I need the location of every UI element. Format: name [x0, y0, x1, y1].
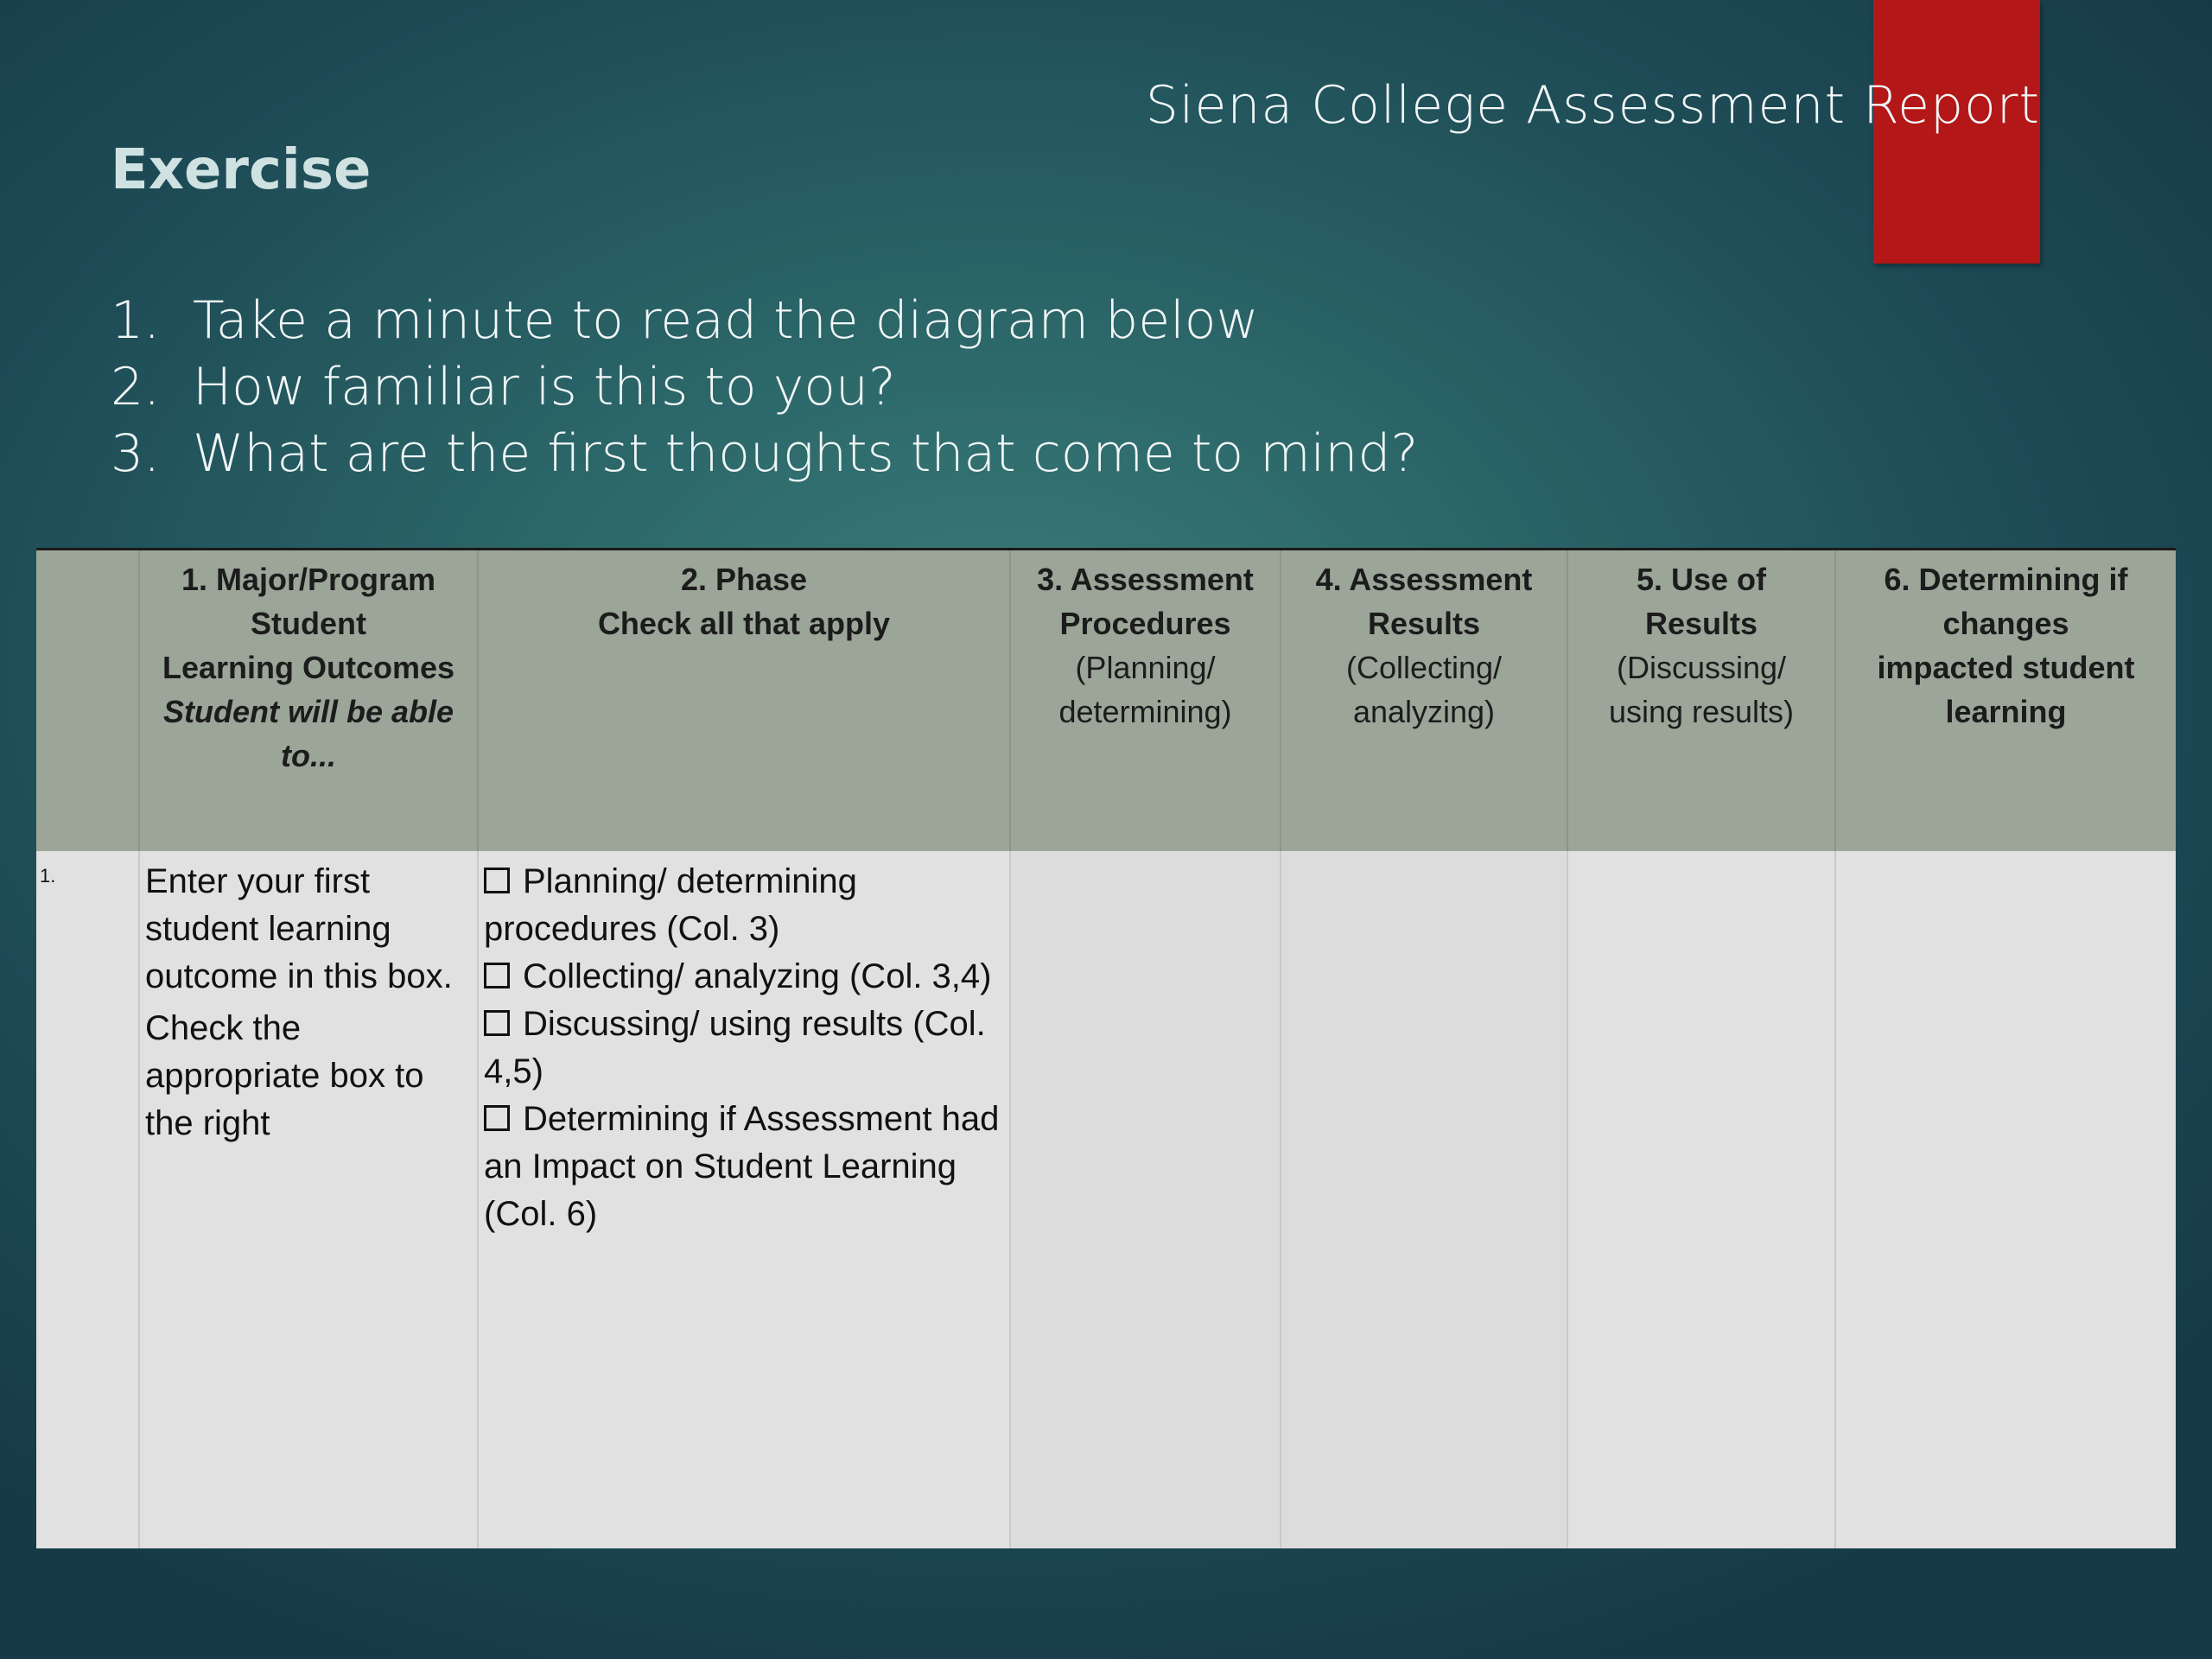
instruction-number: 3. — [111, 423, 161, 484]
phase-option-label: Determining if Assessment had an Impact on Student Learning (Col. 6) — [484, 1100, 1000, 1233]
use-of-results-cell[interactable] — [1567, 851, 1835, 1548]
header-subtext: (Discussing/ — [1616, 650, 1787, 685]
phase-option[interactable] — [484, 953, 1004, 1001]
table-header-row — [36, 550, 2176, 851]
instruction-text: How familiar is this to you? — [193, 357, 896, 417]
phase-option-label: Planning/ determining procedures (Col. 3) — [484, 862, 857, 948]
header-text: Learning Outcomes — [162, 650, 455, 685]
header-text: 3. Assessment — [1037, 562, 1254, 597]
checkbox-icon[interactable] — [484, 868, 510, 893]
header-phase — [478, 550, 1010, 851]
phase-option-label: Discussing/ using results (Col. 4,5) — [484, 1005, 986, 1090]
header-use-of-results — [1567, 550, 1835, 851]
header-text: learning — [1945, 694, 2067, 729]
assessment-table-container — [36, 548, 2176, 1548]
header-blank-cell — [36, 550, 139, 851]
phase-cell — [478, 851, 1010, 1548]
table-row — [36, 851, 2176, 1548]
header-text: 6. Determining if — [1884, 562, 2128, 597]
header-text-italic: to... — [281, 738, 336, 773]
instruction-item — [111, 288, 1418, 354]
instruction-text: What are the first thoughts that come to mind? — [193, 423, 1419, 484]
slide-heading: Exercise — [111, 138, 372, 202]
row-number: 1. — [40, 865, 56, 887]
checkbox-icon[interactable] — [484, 1105, 510, 1131]
header-text: Results — [1367, 606, 1481, 641]
outcome-instruction: Enter your first student learning outcome in this box. — [145, 862, 453, 995]
row-number-cell — [36, 851, 139, 1548]
header-subtext: analyzing) — [1352, 694, 1496, 729]
instruction-text: Take a minute to read the diagram below — [193, 290, 1259, 351]
header-determining-changes — [1835, 550, 2176, 851]
header-text: changes — [1942, 606, 2069, 641]
header-text: 2. Phase — [680, 562, 808, 597]
header-text: 4. Assessment — [1315, 562, 1533, 597]
header-text: 1. Major/Program — [181, 562, 436, 597]
outcome-instruction: Check the appropriate box to the right — [145, 1009, 424, 1142]
header-subtext: using results) — [1608, 694, 1795, 729]
header-subtext: (Collecting/ — [1345, 650, 1503, 685]
checkbox-icon[interactable] — [484, 963, 510, 988]
phase-option[interactable] — [484, 858, 1004, 953]
header-text: Results — [1644, 606, 1758, 641]
instruction-list — [111, 288, 1418, 487]
header-text: Student — [251, 606, 366, 641]
header-text: 5. Use of — [1636, 562, 1767, 597]
instruction-number: 1. — [111, 290, 161, 351]
phase-option[interactable] — [484, 1001, 1004, 1096]
procedures-cell[interactable] — [1010, 851, 1281, 1548]
assessment-report-table — [36, 550, 2176, 1548]
header-assessment-results — [1281, 550, 1567, 851]
header-subtext: determining) — [1058, 694, 1232, 729]
instruction-item — [111, 421, 1418, 487]
header-text: impacted student — [1877, 650, 2135, 685]
header-text: Procedures — [1059, 606, 1231, 641]
determining-changes-cell[interactable] — [1835, 851, 2176, 1548]
phase-option-label: Collecting/ analyzing (Col. 3,4) — [523, 957, 992, 995]
phase-option[interactable] — [484, 1096, 1004, 1238]
instruction-number: 2. — [111, 357, 161, 417]
header-subtext: (Planning/ — [1075, 650, 1216, 685]
report-title: Siena College Assessment Report — [1145, 75, 2040, 136]
results-cell[interactable] — [1281, 851, 1567, 1548]
header-learning-outcomes — [139, 550, 478, 851]
header-text: Check all that apply — [597, 606, 891, 641]
instruction-item — [111, 354, 1418, 421]
header-text-italic: Student will be able — [162, 694, 454, 729]
header-assessment-procedures — [1010, 550, 1281, 851]
checkbox-icon[interactable] — [484, 1010, 510, 1036]
outcome-cell[interactable] — [139, 851, 478, 1548]
